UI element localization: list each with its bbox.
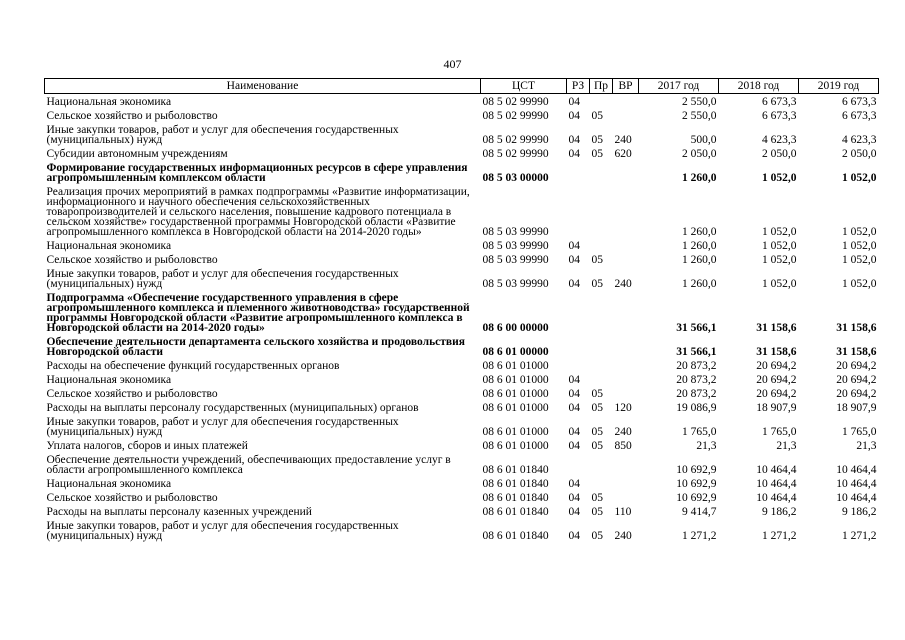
row-vr: 120 — [614, 402, 632, 414]
row-vr — [613, 358, 639, 372]
row-2019: 4 623,3 — [842, 134, 877, 146]
table-row — [45, 290, 879, 334]
row-2017: 1 260,0 — [682, 240, 717, 252]
table-row — [45, 122, 879, 146]
row-cst: 08 6 01 01840 — [482, 530, 549, 542]
row-rz: 04 — [568, 254, 580, 266]
row-pr: 05 — [591, 492, 603, 504]
row-2019: 9 186,2 — [842, 506, 877, 518]
header-2018: 2018 год — [719, 79, 799, 94]
row-name: Сельское хозяйство и рыболовство — [46, 110, 218, 122]
table-row — [45, 160, 879, 184]
row-2017: 20 873,2 — [676, 360, 717, 372]
row-2018: 1 052,0 — [762, 254, 797, 266]
table-row — [45, 414, 879, 438]
row-name: Обеспечение деятельности учреждений, обеспечивающих предоставление услуг в области агропромышленного комплекса — [46, 454, 451, 476]
row-vr — [613, 386, 639, 400]
row-name: Расходы на выплаты персоналу государственных (муниципальных) органов — [46, 402, 419, 414]
row-2018: 10 464,4 — [756, 464, 797, 476]
row-rz — [567, 290, 590, 334]
row-cst: 08 5 02 99990 — [482, 148, 549, 160]
row-name: Национальная экономика — [46, 374, 172, 386]
row-2017: 31 566,1 — [676, 322, 717, 334]
row-2019: 21,3 — [856, 440, 877, 452]
row-cst: 08 5 03 99990 — [482, 226, 549, 238]
row-name: Иные закупки товаров, работ и услуг для обеспечения государственных (муниципальных) нужд — [46, 124, 399, 146]
row-2018: 1 052,0 — [762, 172, 797, 184]
row-rz — [567, 184, 590, 238]
table-row — [45, 504, 879, 518]
row-vr — [613, 290, 639, 334]
row-vr: 240 — [614, 530, 632, 542]
row-pr — [590, 334, 613, 358]
row-vr — [613, 108, 639, 122]
header-pr: Пр — [590, 79, 613, 94]
row-2019: 6 673,3 — [842, 110, 877, 122]
row-vr: 850 — [614, 440, 632, 452]
row-2017: 1 260,0 — [682, 226, 717, 238]
row-vr: 620 — [614, 148, 632, 160]
row-name: Сельское хозяйство и рыболовство — [46, 254, 218, 266]
table-row — [45, 438, 879, 452]
row-cst: 08 6 01 01840 — [482, 492, 549, 504]
row-cst: 08 5 02 99990 — [482, 110, 549, 122]
page-number: 407 — [443, 57, 462, 71]
row-cst: 08 6 01 01000 — [482, 426, 549, 438]
row-name: Реализация прочих мероприятий в рамках подпрограммы «Развитие информатизации, информационного и научного обеспечения сельскохозяйственных товаропроизводителей и сельского населения, повышение кадрового потенциала в сельском хозяйстве» государственной программы Новгородской области «Развитие агропромышленного комплекса в Новгородской области на 2014-2020 годы» — [46, 186, 470, 238]
row-2018: 10 464,4 — [756, 478, 797, 490]
row-vr: 240 — [614, 134, 632, 146]
row-pr — [590, 476, 613, 490]
row-name: Национальная экономика — [46, 478, 172, 490]
row-cst: 08 5 03 99990 — [482, 278, 549, 290]
row-cst: 08 5 02 99990 — [482, 134, 549, 146]
row-rz: 04 — [568, 388, 580, 400]
row-rz — [567, 160, 590, 184]
table-row — [45, 490, 879, 504]
row-pr — [590, 452, 613, 476]
row-vr — [613, 184, 639, 238]
row-name: Подпрограмма «Обеспечение государственного управления в сфере агропромышленного комплекса и племенного животноводства» государственной программы Новгородской области «Развитие агропромышленного комплекса в Новгородской области на 2014-2020 годы» — [46, 292, 470, 334]
row-name: Сельское хозяйство и рыболовство — [46, 388, 218, 400]
row-rz: 04 — [568, 240, 580, 252]
row-2018: 31 158,6 — [756, 346, 797, 358]
row-vr — [613, 476, 639, 490]
row-vr — [613, 372, 639, 386]
row-pr: 05 — [591, 278, 603, 290]
row-rz — [567, 452, 590, 476]
row-cst: 08 6 01 01000 — [482, 402, 549, 414]
table-row — [45, 238, 879, 252]
row-2019: 20 694,2 — [836, 374, 877, 386]
row-2017: 10 692,9 — [676, 492, 717, 504]
row-rz: 04 — [568, 134, 580, 146]
row-2017: 10 692,9 — [676, 464, 717, 476]
header-2019: 2019 год — [799, 79, 879, 94]
row-2018: 6 673,3 — [762, 110, 797, 122]
row-2017: 10 692,9 — [676, 478, 717, 490]
row-name: Сельское хозяйство и рыболовство — [46, 492, 218, 504]
row-cst: 08 6 01 00000 — [482, 346, 549, 358]
row-rz: 04 — [568, 278, 580, 290]
row-2018: 1 765,0 — [762, 426, 797, 438]
row-vr — [613, 490, 639, 504]
row-cst: 08 6 01 01000 — [482, 374, 549, 386]
table-row — [45, 372, 879, 386]
row-pr: 05 — [591, 110, 603, 122]
row-cst: 08 6 00 00000 — [482, 322, 549, 334]
row-rz — [567, 334, 590, 358]
row-2019: 1 052,0 — [842, 226, 877, 238]
row-2019: 1 271,2 — [842, 530, 877, 542]
table-row — [45, 94, 879, 109]
row-pr — [590, 290, 613, 334]
table-row — [45, 252, 879, 266]
row-cst: 08 6 01 01840 — [482, 506, 549, 518]
table-row — [45, 400, 879, 414]
row-pr — [590, 160, 613, 184]
row-name: Субсидии автономным учреждениям — [46, 148, 228, 160]
row-2019: 20 694,2 — [836, 360, 877, 372]
row-vr: 240 — [614, 426, 632, 438]
row-2018: 2 050,0 — [762, 148, 797, 160]
row-2018: 1 052,0 — [762, 240, 797, 252]
row-2019: 31 158,6 — [836, 346, 877, 358]
row-rz: 04 — [568, 402, 580, 414]
row-pr: 05 — [591, 426, 603, 438]
table-row — [45, 386, 879, 400]
header-vr: ВР — [613, 79, 639, 94]
row-2017: 31 566,1 — [676, 346, 717, 358]
row-rz: 04 — [568, 374, 580, 386]
row-2018: 20 694,2 — [756, 374, 797, 386]
row-cst: 08 5 03 99990 — [482, 240, 549, 252]
row-2018: 10 464,4 — [756, 492, 797, 504]
row-pr — [590, 372, 613, 386]
row-pr — [590, 184, 613, 238]
row-2017: 20 873,2 — [676, 374, 717, 386]
row-2017: 2 550,0 — [682, 96, 717, 108]
row-2017: 2 050,0 — [682, 148, 717, 160]
row-rz: 04 — [568, 506, 580, 518]
row-rz: 04 — [568, 96, 580, 108]
row-name: Иные закупки товаров, работ и услуг для обеспечения государственных (муниципальных) нужд — [46, 416, 399, 438]
row-2017: 9 414,7 — [682, 506, 717, 518]
row-pr: 05 — [591, 506, 603, 518]
row-rz: 04 — [568, 148, 580, 160]
row-2017: 1 271,2 — [682, 530, 717, 542]
row-vr — [613, 252, 639, 266]
header-rz: РЗ — [567, 79, 590, 94]
table-row — [45, 146, 879, 160]
table-row — [45, 184, 879, 238]
row-vr — [613, 94, 639, 109]
row-2017: 1 260,0 — [682, 254, 717, 266]
row-2018: 1 052,0 — [762, 226, 797, 238]
header-2017: 2017 год — [639, 79, 719, 94]
row-rz: 04 — [568, 478, 580, 490]
row-2019: 1 052,0 — [842, 254, 877, 266]
row-2018: 1 271,2 — [762, 530, 797, 542]
table-row — [45, 452, 879, 476]
row-2019: 31 158,6 — [836, 322, 877, 334]
row-pr: 05 — [591, 254, 603, 266]
row-pr — [590, 94, 613, 109]
row-2017: 20 873,2 — [676, 388, 717, 400]
row-cst: 08 5 03 00000 — [482, 172, 549, 184]
row-vr — [613, 160, 639, 184]
table-row — [45, 108, 879, 122]
row-pr: 05 — [591, 388, 603, 400]
row-name: Обеспечение деятельности департамента сельского хозяйства и продовольствия Новгородской области — [46, 336, 465, 358]
row-2019: 1 052,0 — [842, 172, 877, 184]
row-2018: 9 186,2 — [762, 506, 797, 518]
row-2017: 500,0 — [690, 134, 717, 146]
row-2017: 1 765,0 — [682, 426, 717, 438]
row-pr: 05 — [591, 148, 603, 160]
row-name: Уплата налогов, сборов и иных платежей — [46, 440, 248, 452]
table-row — [45, 358, 879, 372]
row-pr: 05 — [591, 530, 603, 542]
row-rz — [567, 358, 590, 372]
row-2018: 6 673,3 — [762, 96, 797, 108]
row-name: Иные закупки товаров, работ и услуг для обеспечения государственных (муниципальных) нужд — [46, 520, 399, 542]
row-name: Иные закупки товаров, работ и услуг для обеспечения государственных (муниципальных) нужд — [46, 268, 399, 290]
row-rz: 04 — [568, 492, 580, 504]
row-cst: 08 6 01 01840 — [482, 478, 549, 490]
row-2018: 31 158,6 — [756, 322, 797, 334]
row-2019: 20 694,2 — [836, 388, 877, 400]
row-rz: 04 — [568, 440, 580, 452]
row-pr: 05 — [591, 402, 603, 414]
row-2017: 2 550,0 — [682, 110, 717, 122]
row-name: Национальная экономика — [46, 240, 172, 252]
row-cst: 08 6 01 01000 — [482, 360, 549, 372]
table-row — [45, 476, 879, 490]
row-2019: 10 464,4 — [836, 478, 877, 490]
row-vr: 110 — [614, 506, 632, 518]
row-rz: 04 — [568, 110, 580, 122]
row-pr: 05 — [591, 134, 603, 146]
header-cst: ЦСТ — [481, 79, 567, 94]
row-2018: 21,3 — [776, 440, 797, 452]
row-rz: 04 — [568, 426, 580, 438]
row-vr — [613, 238, 639, 252]
table-row — [45, 518, 879, 542]
row-name: Национальная экономика — [46, 96, 172, 108]
row-name: Расходы на выплаты персоналу казенных учреждений — [46, 506, 312, 518]
row-cst: 08 6 01 01840 — [482, 464, 549, 476]
row-2017: 21,3 — [696, 440, 717, 452]
row-2019: 1 052,0 — [842, 240, 877, 252]
row-2018: 20 694,2 — [756, 360, 797, 372]
row-2017: 1 260,0 — [682, 172, 717, 184]
row-name: Формирование государственных информационных ресурсов в сфере управления агропромышленным комплексом области — [46, 162, 468, 184]
row-cst: 08 5 02 99990 — [482, 96, 549, 108]
row-2019: 10 464,4 — [836, 464, 877, 476]
row-pr: 05 — [591, 440, 603, 452]
row-cst: 08 5 03 99990 — [482, 254, 549, 266]
row-cst: 08 6 01 01000 — [482, 440, 549, 452]
row-pr — [590, 238, 613, 252]
row-2019: 10 464,4 — [836, 492, 877, 504]
row-vr — [613, 452, 639, 476]
table-row — [45, 266, 879, 290]
row-2019: 1 765,0 — [842, 426, 877, 438]
row-vr: 240 — [614, 278, 632, 290]
row-cst: 08 6 01 01000 — [482, 388, 549, 400]
row-2019: 1 052,0 — [842, 278, 877, 290]
row-rz: 04 — [568, 530, 580, 542]
row-2018: 20 694,2 — [756, 388, 797, 400]
row-2018: 18 907,9 — [756, 402, 797, 414]
row-name: Расходы на обеспечение функций государственных органов — [46, 360, 340, 372]
row-2017: 1 260,0 — [682, 278, 717, 290]
table-row — [45, 334, 879, 358]
header-row — [45, 79, 879, 94]
row-2018: 4 623,3 — [762, 134, 797, 146]
row-2018: 1 052,0 — [762, 278, 797, 290]
row-pr — [590, 358, 613, 372]
row-2019: 2 050,0 — [842, 148, 877, 160]
header-name: Наименование — [45, 79, 481, 94]
row-2019: 6 673,3 — [842, 96, 877, 108]
row-vr — [613, 334, 639, 358]
row-2019: 18 907,9 — [836, 402, 877, 414]
row-2017: 19 086,9 — [676, 402, 717, 414]
budget-table — [44, 78, 879, 542]
